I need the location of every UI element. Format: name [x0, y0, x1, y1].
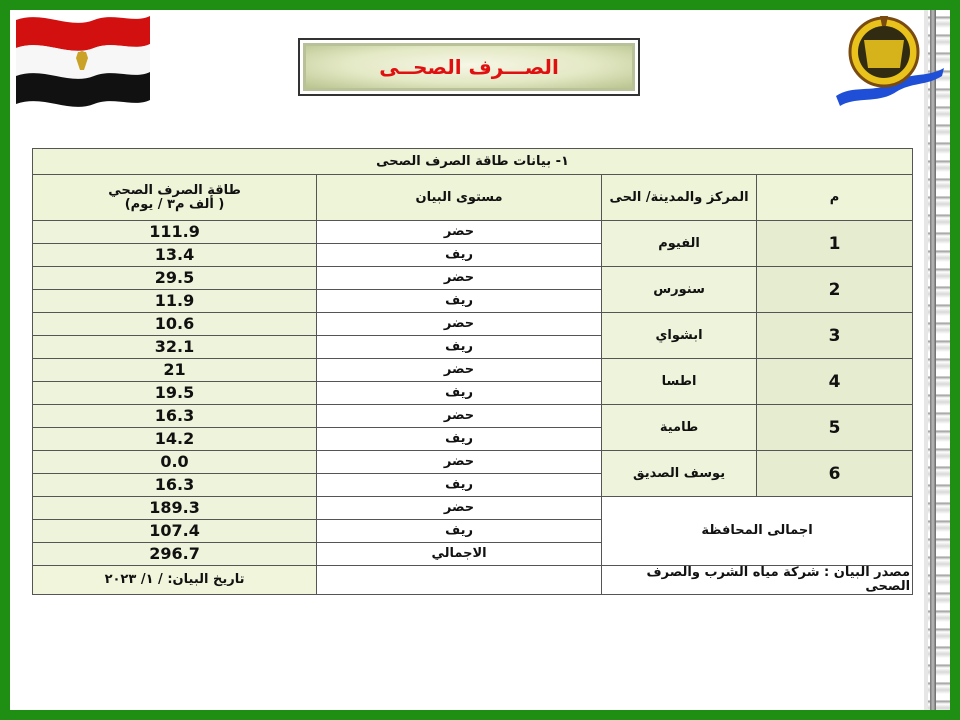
- side-film-strip: [924, 10, 950, 710]
- data-source: مصدر البيان : شركة مياه الشرب والصرف الصحى: [602, 566, 913, 595]
- value-cell: 16.3: [33, 405, 317, 428]
- value-cell: 0.0: [33, 451, 317, 474]
- value-cell: 13.4: [33, 244, 317, 267]
- footer-empty-cell: [317, 566, 602, 595]
- table-footer: [33, 566, 913, 595]
- value-cell: 29.5: [33, 267, 317, 290]
- center-name: الفيوم: [602, 221, 757, 267]
- level-cell: حضر: [317, 359, 602, 382]
- center-name: طامية: [602, 405, 757, 451]
- level-cell: حضر: [317, 497, 602, 520]
- sewage-capacity-table: [32, 148, 913, 595]
- value-cell: 21: [33, 359, 317, 382]
- page-title: الصـــرف الصحــى: [379, 55, 559, 79]
- table-caption: ١- بيانات طاقة الصرف الصحى: [33, 149, 913, 175]
- level-cell: الاجمالي: [317, 543, 602, 566]
- level-cell: حضر: [317, 313, 602, 336]
- total-label: اجمالى المحافظة: [602, 497, 913, 566]
- level-cell: ريف: [317, 336, 602, 359]
- center-name: سنورس: [602, 267, 757, 313]
- column-header-center: المركز والمدينة/ الحى: [602, 175, 757, 221]
- data-date: تاريخ البيان: / ١/ ٢٠٢٣: [33, 566, 317, 595]
- level-cell: حضر: [317, 405, 602, 428]
- side-strip-line: [930, 10, 936, 710]
- row-number: 1: [757, 221, 913, 267]
- table-row: [33, 221, 913, 244]
- level-cell: حضر: [317, 267, 602, 290]
- row-number: 3: [757, 313, 913, 359]
- title-inner: [306, 46, 632, 88]
- value-cell: 107.4: [33, 520, 317, 543]
- value-cell: 296.7: [33, 543, 317, 566]
- value-cell: 11.9: [33, 290, 317, 313]
- level-cell: ريف: [317, 474, 602, 497]
- capacity-header-line1: طاقة الصرف الصحي: [108, 182, 241, 198]
- level-cell: ريف: [317, 382, 602, 405]
- table-row: [33, 267, 913, 290]
- column-header-capacity: [33, 175, 317, 221]
- level-cell: حضر: [317, 451, 602, 474]
- row-number: 6: [757, 451, 913, 497]
- value-cell: 32.1: [33, 336, 317, 359]
- value-cell: 19.5: [33, 382, 317, 405]
- table-row: [33, 313, 913, 336]
- level-cell: ريف: [317, 290, 602, 313]
- level-cell: ريف: [317, 520, 602, 543]
- governorate-emblem-icon: [834, 10, 946, 108]
- value-cell: 16.3: [33, 474, 317, 497]
- total-row: [33, 497, 913, 520]
- center-name: ابشواي: [602, 313, 757, 359]
- column-header-level: مستوى البيان: [317, 175, 602, 221]
- column-header-m: م: [757, 175, 913, 221]
- level-cell: ريف: [317, 244, 602, 267]
- value-cell: 111.9: [33, 221, 317, 244]
- row-number: 2: [757, 267, 913, 313]
- table-row: [33, 405, 913, 428]
- table-row: [33, 359, 913, 382]
- level-cell: ريف: [317, 428, 602, 451]
- level-cell: حضر: [317, 221, 602, 244]
- center-name: يوسف الصديق: [602, 451, 757, 497]
- row-number: 5: [757, 405, 913, 451]
- value-cell: 10.6: [33, 313, 317, 336]
- table-row: [33, 451, 913, 474]
- value-cell: 14.2: [33, 428, 317, 451]
- title-box: [298, 38, 640, 96]
- center-name: اطسا: [602, 359, 757, 405]
- capacity-header-line2: ( ألف م٣ / يوم): [124, 196, 225, 212]
- value-cell: 189.3: [33, 497, 317, 520]
- egypt-flag-icon: [14, 8, 152, 108]
- row-number: 4: [757, 359, 913, 405]
